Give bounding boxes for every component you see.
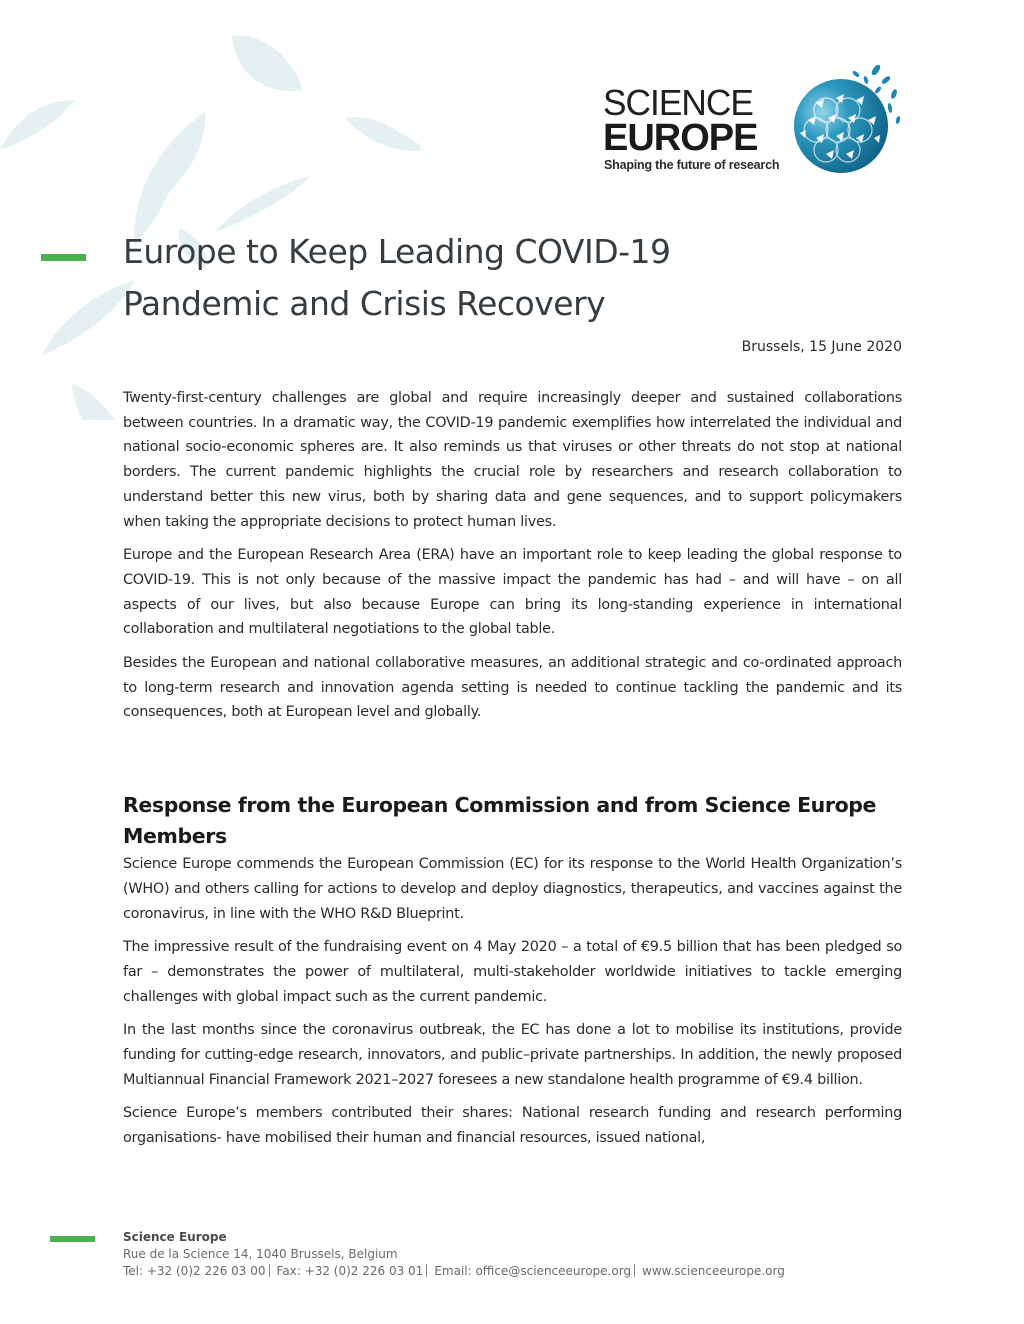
section-paragraph: The impressive result of the fundraising event on 4 May 2020 – a total of €9.5 billion that has been pledged so far – demonstrates the power of multilateral, multi-stakeholder worldwide initiatives to tackle emerging challenges with global impact such as the current pandemic. bbox=[123, 939, 902, 1005]
leaf-shape bbox=[0, 100, 75, 150]
section-paragraph: In the last months since the coronavirus outbreak, the EC has done a lot to mobilise its institutions, provide funding for cutting-edge research, innovators, and public–private partnerships. In addition, the newly proposed Multiannual Financial Framework 2021–2027 foresees a new standalone health programme of €9.4 billion. bbox=[123, 1022, 902, 1088]
footer bbox=[123, 1229, 785, 1280]
intro-paragraph: Twenty-first-century challenges are global and require increasingly deeper and sustained collaborations between countries. In a dramatic way, the COVID-19 pandemic exemplifies how interrelated the individual and national socio-economic spheres are. It also reminds us that viruses or other threats do not stop at national borders. The current pandemic highlights the crucial role by researchers and research collaboration to understand better this new virus, both by sharing data and gene sequences, and to support policymakers when taking the appropriate decisions to protect human lives. bbox=[123, 390, 902, 530]
intro-paragraph: Besides the European and national collaborative measures, an additional strategic and co-ordinated approach to long-term research and innovation agenda setting is needed to continue tackling the pandemic and its consequences, both at European level and globally. bbox=[123, 655, 902, 721]
globe-network-icon bbox=[786, 58, 906, 178]
footer-email-link[interactable]: Email: office@scienceeurope.org bbox=[434, 1264, 632, 1278]
title-line-2: Pandemic and Crisis Recovery bbox=[123, 284, 606, 323]
section-paragraph: Science Europe’s members contributed their shares: National research funding and research performing organisations- have mobilised their human and financial resources, issued national, bbox=[123, 1105, 902, 1147]
separator bbox=[426, 1264, 427, 1277]
logo-word-europe: EUROPE bbox=[603, 117, 758, 159]
intro-paragraph: Europe and the European Research Area (ERA) have an important role to keep leading the global response to COVID-19. This is not only because of the massive impact the pandemic has had – and will have – on all aspects of our lives, but also because Europe can bring its long-standing experience in international collaboration and multilateral negotiations to the global table. bbox=[123, 547, 902, 638]
document-body bbox=[123, 386, 902, 1160]
leaf-pattern-decoration bbox=[0, 0, 420, 420]
footer-org-name: Science Europe bbox=[123, 1230, 227, 1244]
logo-tagline: Shaping the future of research bbox=[604, 158, 780, 172]
logo-word-science: SCIENCE bbox=[603, 82, 753, 123]
section-heading: Response from the European Commission and from Science Europe Members bbox=[123, 793, 877, 849]
footer-accent-bar bbox=[50, 1236, 95, 1242]
science-europe-logo bbox=[603, 58, 908, 178]
title-accent-bar bbox=[41, 254, 86, 261]
footer-fax: Fax: +32 (0)2 226 03 01 bbox=[276, 1264, 424, 1278]
footer-tel: Tel: +32 (0)2 226 03 00 bbox=[123, 1264, 266, 1278]
leaf-shape bbox=[345, 117, 420, 151]
dateline: Brussels, 15 June 2020 bbox=[741, 339, 902, 355]
leaf-shape bbox=[232, 35, 302, 91]
section-spacer bbox=[123, 734, 902, 790]
footer-website-link[interactable]: www.scienceeurope.org bbox=[642, 1264, 785, 1278]
footer-address: Rue de la Science 14, 1040 Brussels, Belgium bbox=[123, 1247, 398, 1261]
title-line-1: Europe to Keep Leading COVID-19 bbox=[123, 232, 671, 271]
separator bbox=[269, 1264, 270, 1277]
footer-contact-line bbox=[123, 1263, 785, 1280]
section-paragraph: Science Europe commends the European Commission (EC) for its response to the World Health Organization’s (WHO) and others calling for actions to develop and deploy diagnostics, therapeutics, and vaccines against the coronavirus, in line with the WHO R&D Blueprint. bbox=[123, 856, 902, 922]
leaf-shape bbox=[42, 280, 135, 355]
separator bbox=[634, 1264, 635, 1277]
leaf-shape bbox=[215, 176, 310, 232]
page-title bbox=[123, 226, 843, 330]
